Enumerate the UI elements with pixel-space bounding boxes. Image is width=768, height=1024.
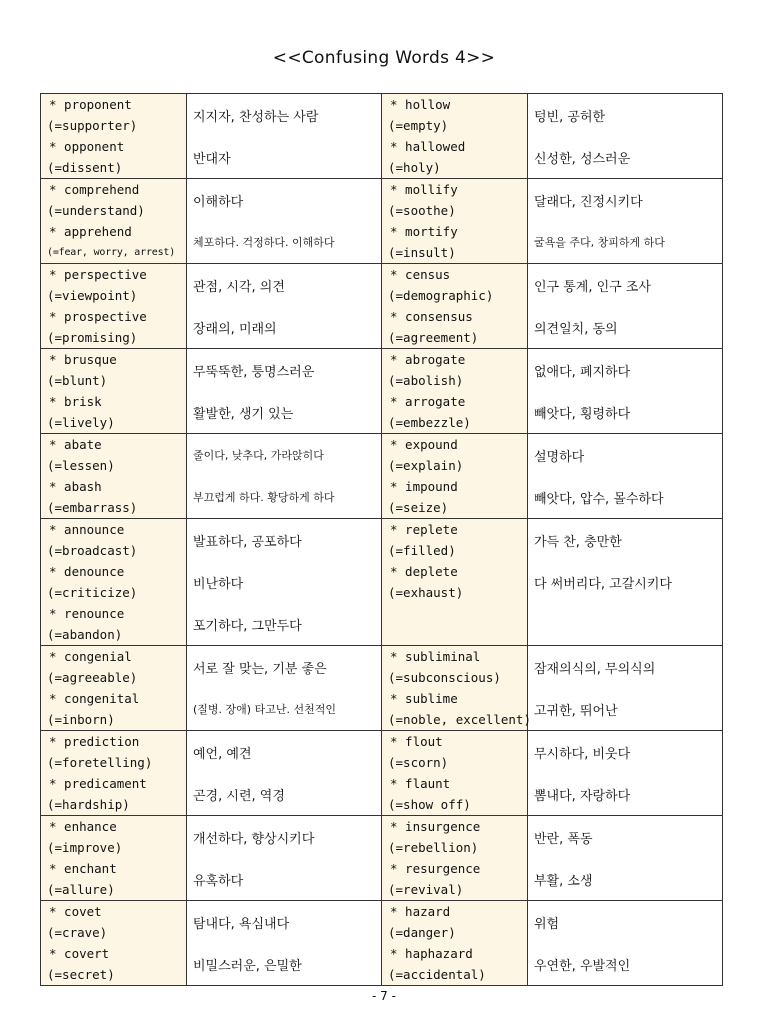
korean-meanings-cell [187,816,382,901]
vocab-word: * mollify [390,182,458,197]
table-row [41,731,723,816]
synonym-text: (=scorn) [388,755,449,770]
synonym-text: (=soothe) [388,203,456,218]
korean-meaning: 관점, 시각, 의견 [193,279,285,295]
vocab-word: * arrogate [390,394,466,409]
synonym-text: (=empty) [388,118,449,133]
korean-meaning: 부끄럽게 하다. 황당하게 하다 [193,491,335,504]
korean-meanings-cell [187,434,382,519]
korean-meaning: 없애다, 폐지하다 [534,364,631,380]
synonym-text: (=danger) [388,925,456,940]
page-title: <<Confusing Words 4>> [272,48,496,68]
page-number: - 7 - [372,989,396,1003]
korean-meanings-cell [187,264,382,349]
vocab-word: * abash [49,479,102,494]
korean-meaning: 신성한, 성스러운 [534,151,631,167]
synonym-text: (=demographic) [388,288,494,303]
korean-meaning: 빼앗다, 압수, 몰수하다 [534,491,664,507]
english-words-cell [41,646,187,731]
korean-meaning: 가득 찬, 충만한 [534,534,622,550]
korean-meaning: 무뚝뚝한, 퉁명스러운 [193,364,315,380]
table-row [41,519,723,646]
synonym-text: (=accidental) [388,967,486,982]
synonym-text: (=rebellion) [388,840,479,855]
vocab-word: * hallowed [390,139,466,154]
vocab-word: * flout [390,734,443,749]
english-words-cell [382,816,528,901]
korean-meaning: 고귀한, 뛰어난 [534,703,618,719]
synonym-text: (=revival) [388,882,464,897]
vocab-word: * enchant [49,861,117,876]
table-row [41,646,723,731]
vocab-word: * apprehend [49,224,132,239]
korean-meanings-cell [528,731,723,816]
synonym-text: (=viewpoint) [47,288,138,303]
vocab-word: * sublime [390,691,458,706]
english-words-cell [382,646,531,731]
english-words-cell [41,816,187,901]
table-row [41,816,723,901]
vocab-word: * resurgence [390,861,481,876]
synonym-text: (=broadcast) [47,543,138,558]
vocab-word: * renounce [49,606,125,621]
synonym-text: (=abandon) [47,627,123,642]
synonym-text: (=dissent) [47,160,123,175]
korean-meaning: 개선하다, 향상시키다 [193,831,315,847]
vocab-word: * hazard [390,904,451,919]
synonym-text: (=agreement) [388,330,479,345]
synonym-text: (=fear, worry, arrest) [47,247,176,258]
synonym-text: (=embarrass) [47,500,138,515]
korean-meaning: 체포하다. 걱정하다. 이해하다 [193,236,335,249]
vocab-word: * consensus [390,309,473,324]
english-words-cell [41,264,187,349]
english-words-cell [41,434,187,519]
korean-meaning: 발표하다, 공포하다 [193,534,302,550]
korean-meaning: 반란, 폭동 [534,831,593,847]
korean-meanings-cell [187,349,382,434]
korean-meanings-cell [187,519,382,646]
synonym-text: (=exhaust) [388,585,464,600]
vocab-word: * enhance [49,819,117,834]
synonym-text: (=criticize) [47,585,138,600]
vocab-word: * covert [49,946,110,961]
english-words-cell [41,901,187,986]
english-words-cell [382,434,528,519]
synonym-text: (=noble, excellent) [388,712,531,727]
synonym-text: (=agreeable) [47,670,138,685]
korean-meaning: 비난하다 [193,576,244,592]
synonym-text: (=supporter) [47,118,138,133]
table-row [41,434,723,519]
korean-meaning: 지지자, 찬성하는 사람 [193,109,319,125]
vocab-word: * census [390,267,451,282]
synonym-text: (=inborn) [47,712,115,727]
korean-meaning: 부활, 소생 [534,873,593,889]
vocab-word: * mortify [390,224,458,239]
english-words-cell [382,519,528,646]
korean-meaning: 뽐내다, 자랑하다 [534,788,631,804]
table-row [41,901,723,986]
korean-meaning: 설명하다 [534,449,585,465]
korean-meanings-cell [528,94,723,179]
vocab-word: * announce [49,522,125,537]
table-row [41,179,723,264]
synonym-text: (=embezzle) [388,415,471,430]
synonym-text: (=crave) [47,925,108,940]
korean-meaning: 반대자 [193,151,231,167]
vocab-word: * brisk [49,394,102,409]
english-words-cell [382,731,528,816]
table-row [41,349,723,434]
korean-meaning: 포기하다, 그만두다 [193,618,302,634]
vocab-word: * deplete [390,564,458,579]
korean-meanings-cell [528,816,723,901]
table-row [41,264,723,349]
korean-meanings-cell [528,264,723,349]
vocab-word: * congenital [49,691,140,706]
korean-meanings-cell [528,519,723,646]
korean-meanings-cell [187,94,382,179]
korean-meaning: 곤경, 시련, 역경 [193,788,285,804]
vocabulary-table [40,93,723,986]
korean-meaning: 비밀스러운, 은밀한 [193,958,302,974]
korean-meaning: 의견일치, 동의 [534,321,618,337]
vocab-word: * hollow [390,97,451,112]
synonym-text: (=insult) [388,245,456,260]
synonym-text: (=improve) [47,840,123,855]
vocab-word: * proponent [49,97,132,112]
english-words-cell [382,901,528,986]
korean-meaning: 서로 잘 맞는, 기분 좋은 [193,661,327,677]
vocab-word: * haphazard [390,946,473,961]
korean-meaning: 우연한, 우발적인 [534,958,631,974]
korean-meaning: 활발한, 생기 있는 [193,406,294,422]
english-words-cell [41,519,187,646]
vocab-word: * brusque [49,352,117,367]
english-words-cell [382,179,528,264]
synonym-text: (=hardship) [47,797,130,812]
korean-meanings-cell [187,646,382,731]
korean-meaning: (질병. 장애) 타고난. 선천적인 [193,703,336,716]
korean-meaning: 이해하다 [193,194,244,210]
vocab-word: * opponent [49,139,125,154]
synonym-text: (=seize) [388,500,449,515]
english-words-cell [382,264,528,349]
korean-meaning: 줄이다, 낮추다, 가라앉히다 [193,449,324,462]
synonym-text: (=secret) [47,967,115,982]
vocab-word: * congenial [49,649,132,664]
korean-meaning: 예언, 예견 [193,746,252,762]
synonym-text: (=filled) [388,543,456,558]
korean-meaning: 빼앗다, 횡령하다 [534,406,631,422]
korean-meanings-cell [187,901,382,986]
synonym-text: (=abolish) [388,373,464,388]
korean-meaning: 장래의, 미래의 [193,321,277,337]
korean-meanings-cell [528,646,723,731]
korean-meaning: 유혹하다 [193,873,244,889]
vocab-word: * abrogate [390,352,466,367]
korean-meaning: 인구 통계, 인구 조사 [534,279,651,295]
english-words-cell [382,94,528,179]
synonym-text: (=holy) [388,160,441,175]
korean-meanings-cell [528,349,723,434]
vocab-word: * flaunt [390,776,451,791]
vocab-word: * prospective [49,309,147,324]
vocab-word: * covet [49,904,102,919]
vocab-word: * predicament [49,776,147,791]
vocabulary-table-body [41,94,723,986]
korean-meanings-cell [528,179,723,264]
synonym-text: (=blunt) [47,373,108,388]
synonym-text: (=subconscious) [388,670,501,685]
korean-meanings-cell [528,434,723,519]
korean-meaning: 텅빈, 공허한 [534,109,606,125]
synonym-text: (=promising) [47,330,138,345]
korean-meaning: 달래다, 진정시키다 [534,194,643,210]
synonym-text: (=show off) [388,797,471,812]
synonym-text: (=understand) [47,203,145,218]
english-words-cell [41,179,187,264]
english-words-cell [382,349,528,434]
synonym-text: (=lively) [47,415,115,430]
vocab-word: * impound [390,479,458,494]
vocab-word: * expound [390,437,458,452]
korean-meaning: 탐내다, 욕심내다 [193,916,290,932]
korean-meanings-cell [187,731,382,816]
korean-meaning: 무시하다, 비웃다 [534,746,631,762]
vocab-word: * perspective [49,267,147,282]
vocab-word: * prediction [49,734,140,749]
english-words-cell [41,349,187,434]
table-row [41,94,723,179]
vocab-word: * comprehend [49,182,140,197]
korean-meaning: 굴욕을 주다, 창피하게 하다 [534,236,665,249]
vocab-word: * denounce [49,564,125,579]
korean-meanings-cell [187,179,382,264]
vocab-word: * abate [49,437,102,452]
korean-meaning: 잠재의식의, 무의식의 [534,661,656,677]
synonym-text: (=allure) [47,882,115,897]
english-words-cell [41,94,187,179]
vocab-word: * subliminal [390,649,481,664]
english-words-cell [41,731,187,816]
vocab-word: * insurgence [390,819,481,834]
korean-meaning: 다 써버리다, 고갈시키다 [534,576,672,592]
korean-meanings-cell [528,901,723,986]
synonym-text: (=explain) [388,458,464,473]
korean-meaning: 위험 [534,916,560,932]
vocab-word: * replete [390,522,458,537]
synonym-text: (=foretelling) [47,755,153,770]
synonym-text: (=lessen) [47,458,115,473]
